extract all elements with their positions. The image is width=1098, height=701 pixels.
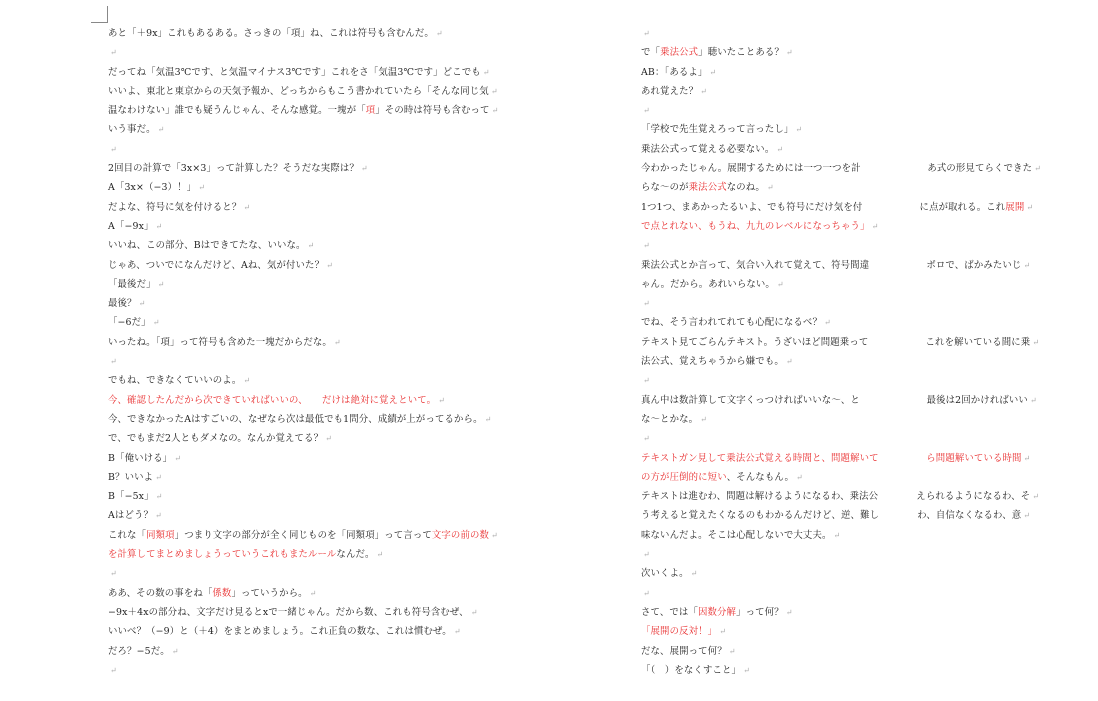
text-line — [641, 584, 1016, 603]
text-line — [641, 468, 1016, 487]
text-line — [108, 82, 498, 101]
text-line — [108, 63, 498, 82]
paragraph-mark-icon: ↵ — [643, 550, 650, 560]
paragraph-mark-icon: ↵ — [157, 279, 165, 289]
text-segment: だろ？−5だ。 — [108, 645, 170, 657]
text-segment: 乗法公式って覚える必要ない。 — [641, 143, 775, 155]
paragraph-mark-icon: ↵ — [333, 337, 341, 347]
paragraph-mark-icon: ↵ — [155, 511, 162, 521]
paragraph-mark-icon: ↵ — [1032, 492, 1040, 502]
text-line — [641, 352, 1016, 371]
text-segment: だってね「気温3℃です、と気温マイナス3℃です」これをさ「気温3℃です」どこでも — [108, 66, 481, 78]
paragraph-mark-icon: ↵ — [484, 414, 492, 424]
text-segment: B「俺いける」 — [108, 452, 173, 464]
text-segment: 今、できなかったAはすごいの、なぜなら次は最低でも1問分、成績が上がってるから。 — [108, 413, 483, 425]
text-segment: 、そんなもん。 — [726, 471, 794, 483]
paragraph-mark-icon: ↵ — [1023, 453, 1031, 463]
text-line — [108, 101, 498, 120]
text-line — [108, 333, 498, 352]
highlighted-text: の方が圧倒的に短い — [641, 471, 727, 483]
paragraph-mark-icon: ↵ — [157, 125, 165, 135]
paragraph-mark-icon: ↵ — [152, 318, 160, 328]
text-line — [108, 352, 498, 371]
highlighted-text: で点とれない、もうね、九九のレベルになっちゃう」 — [641, 220, 870, 232]
text-segment: テキスト見てごらんテキスト。うざいほど問題乗って これを解いている間に乗 — [641, 336, 1031, 348]
text-line — [108, 487, 498, 506]
text-line — [641, 391, 1037, 410]
text-line — [108, 120, 498, 139]
paragraph-mark-icon: ↵ — [155, 492, 163, 502]
paragraph-mark-icon: ↵ — [490, 86, 498, 96]
paragraph-mark-icon: ↵ — [309, 588, 317, 598]
highlighted-text: 今、確認したんだから次できていればいいの、 だけは絶対に覚えといて。 — [108, 394, 437, 406]
paragraph-mark-icon: ↵ — [110, 569, 117, 579]
highlighted-text: 文字の前の数 — [431, 529, 490, 541]
text-line — [641, 101, 1016, 120]
text-segment: B「−5x」 — [108, 491, 154, 503]
text-segment: じゃあ、ついでになんだけど、Aね、気が付いた？ — [108, 259, 325, 271]
paragraph-mark-icon: ↵ — [307, 241, 315, 251]
paragraph-mark-icon: ↵ — [110, 357, 117, 367]
text-segment: う考えると覚えたくなるのもわかるんだけど、逆、難し わ、自信なくなるわ、意 — [641, 510, 1022, 522]
text-line — [108, 313, 498, 332]
paragraph-mark-icon: ↵ — [110, 665, 117, 675]
text-line — [108, 236, 498, 255]
paragraph-mark-icon: ↵ — [871, 221, 879, 231]
text-line — [641, 256, 1031, 275]
paragraph-mark-icon: ↵ — [776, 144, 784, 154]
paragraph-mark-icon: ↵ — [376, 550, 384, 560]
text-line — [641, 622, 1016, 641]
text-segment: いう事だ。 — [108, 124, 156, 136]
paragraph-mark-icon: ↵ — [795, 472, 803, 482]
paragraph-mark-icon: ↵ — [690, 569, 698, 579]
paragraph-mark-icon: ↵ — [198, 183, 206, 193]
text-line — [641, 333, 1040, 352]
paragraph-mark-icon: ↵ — [643, 29, 650, 38]
text-segment: でもね、できなくていいのよ。 — [108, 375, 242, 387]
text-line — [641, 410, 1016, 429]
text-segment: さて、では「 — [641, 606, 698, 618]
paragraph-mark-icon: ↵ — [325, 434, 332, 444]
paragraph-mark-icon: ↵ — [709, 67, 717, 77]
paragraph-mark-icon: ↵ — [138, 299, 146, 309]
text-line — [641, 661, 1016, 680]
text-line — [641, 545, 1016, 564]
paragraph-mark-icon: ↵ — [110, 48, 117, 58]
paragraph-mark-icon: ↵ — [1026, 202, 1034, 212]
text-line — [641, 275, 1016, 294]
highlighted-text: 因数分解 — [697, 606, 737, 618]
text-line — [108, 371, 498, 390]
text-line — [641, 178, 1016, 197]
text-line — [108, 526, 498, 545]
paragraph-mark-icon: ↵ — [1023, 260, 1031, 270]
paragraph-mark-icon: ↵ — [435, 29, 443, 38]
text-segment: AB：「あるよ」 — [641, 66, 708, 78]
text-segment: B？いいよ — [108, 471, 154, 483]
text-line — [108, 24, 498, 43]
text-segment: あと「＋9x」これもあるある。さっきの「項」ね、これは符号も含むんだ。 — [108, 28, 434, 39]
paragraph-mark-icon: ↵ — [243, 202, 251, 212]
highlighted-text: 「展開の反対！」 — [641, 626, 718, 638]
paragraph-mark-icon: ↵ — [155, 221, 163, 231]
text-line — [641, 140, 1016, 159]
text-line — [108, 545, 498, 564]
text-line — [641, 313, 1016, 332]
text-line — [641, 217, 1016, 236]
text-segment: Aはどう？ — [108, 510, 154, 522]
highlighted-text: 乗法公式 — [660, 47, 699, 59]
text-segment: ゃん。だから。あれいらない。 — [641, 278, 775, 290]
text-segment: 温なわけない」誰でも疑うんじゃん、そんな感覚。一塊が「 — [108, 105, 366, 117]
text-line — [108, 217, 498, 236]
text-line — [108, 468, 498, 487]
text-segment: テキストは進むわ、問題は解けるようになるわ、乗法公 えられるようになるわ、そ — [641, 491, 1031, 503]
text-segment: 「（ ）をなくすこと」 — [641, 664, 742, 676]
text-line — [108, 661, 498, 680]
text-line — [108, 603, 498, 622]
text-line — [108, 622, 498, 641]
highlighted-text: 項 — [365, 105, 376, 117]
paragraph-mark-icon: ↵ — [453, 627, 461, 637]
paragraph-mark-icon: ↵ — [700, 86, 708, 96]
paragraph-mark-icon: ↵ — [491, 530, 498, 540]
text-line — [641, 120, 1016, 139]
paragraph-mark-icon: ↵ — [785, 48, 793, 58]
paragraph-mark-icon: ↵ — [728, 646, 736, 656]
text-segment: ああ、その数の事をね「 — [108, 587, 213, 599]
paragraph-mark-icon: ↵ — [643, 106, 650, 116]
text-segment: 「最後だ」 — [108, 278, 156, 290]
text-line — [108, 178, 498, 197]
text-segment: な〜とかな。 — [641, 413, 699, 425]
paragraph-mark-icon: ↵ — [326, 260, 333, 270]
paragraph-mark-icon: ↵ — [719, 627, 727, 637]
text-line — [641, 82, 1016, 101]
text-segment: 最後？ — [108, 298, 137, 310]
text-segment: 真ん中は数計算して文字くっつければいいな〜、と 最後は2回かければいい — [641, 394, 1028, 406]
text-segment: A「−9x」 — [108, 220, 154, 232]
text-line — [641, 24, 1016, 43]
paragraph-mark-icon: ↵ — [766, 183, 774, 193]
text-segment: これな「 — [108, 529, 147, 541]
text-line — [108, 410, 498, 429]
text-segment: だよな、符号に気を付けると？ — [108, 201, 242, 213]
text-segment: いったね。「項」って符号も含めた一塊だからだな。 — [108, 336, 332, 348]
text-segment: だな、展開って何？ — [641, 645, 727, 657]
text-line — [641, 526, 1016, 545]
text-line — [641, 429, 1016, 448]
paragraph-mark-icon: ↵ — [470, 607, 478, 617]
text-line — [641, 371, 1016, 390]
paragraph-mark-icon: ↵ — [785, 607, 793, 617]
text-line — [641, 487, 1040, 506]
paragraph-mark-icon: ↵ — [155, 472, 162, 482]
text-line — [641, 603, 1016, 622]
highlighted-text: 同類項 — [146, 529, 175, 541]
text-segment: 今わかったじゃん。展開するためには一つ一つを計 あ式の形見てらくできた — [641, 163, 1033, 175]
text-segment: 」って何？ — [736, 606, 784, 618]
left-column — [108, 24, 498, 680]
text-line — [641, 506, 1031, 525]
paragraph-mark-icon: ↵ — [643, 588, 650, 598]
text-segment: で「 — [641, 47, 661, 59]
text-segment: A「3x×（−3）！」 — [108, 182, 197, 194]
paragraph-mark-icon: ↵ — [491, 106, 499, 116]
paragraph-mark-icon: ↵ — [1029, 395, 1037, 405]
text-segment: 「−6だ」 — [108, 317, 151, 329]
text-segment: 次いくよ。 — [641, 568, 689, 580]
text-line — [108, 564, 498, 583]
text-segment: 1つ1つ、まあかったるいよ、でも符号にだけ気を付 に点が取れる。これ — [641, 201, 1006, 213]
right-column — [641, 24, 1041, 680]
paragraph-mark-icon: ↵ — [1023, 511, 1031, 521]
text-line — [641, 294, 1016, 313]
text-line — [108, 449, 498, 468]
paragraph-mark-icon: ↵ — [833, 530, 841, 540]
text-line — [108, 275, 498, 294]
text-segment: あれ覚えた？ — [641, 85, 699, 97]
highlighted-text: 展開 — [1005, 201, 1025, 213]
text-segment: らな〜のが — [641, 182, 689, 194]
paragraph-mark-icon: ↵ — [360, 164, 368, 174]
highlighted-text: テキストガン見して乗法公式覚える時間と、問題解いて ら問題解いている時間 — [641, 452, 1022, 464]
text-segment: 」つまり文字の部分が全く同じものを「同類項」って言って — [174, 529, 432, 541]
text-line — [641, 449, 1031, 468]
text-segment: でね、そう言われてれても心配になるべ？ — [641, 317, 822, 329]
text-segment: いいね、この部分、Bはできてたな、いいな。 — [108, 240, 306, 252]
text-line — [108, 642, 498, 661]
text-segment: なんだ。 — [336, 549, 375, 561]
paragraph-mark-icon: ↵ — [243, 376, 251, 386]
text-segment: 「学校で先生覚えろって言ったし」 — [641, 124, 794, 136]
text-line — [641, 159, 1041, 178]
paragraph-mark-icon: ↵ — [700, 414, 708, 424]
paragraph-mark-icon: ↵ — [785, 357, 793, 367]
text-line — [108, 43, 498, 62]
paragraph-mark-icon: ↵ — [438, 395, 445, 405]
text-line — [641, 564, 1016, 583]
text-segment: 」っていうから。 — [231, 587, 308, 599]
text-segment: 」聴いたことある？ — [698, 47, 784, 59]
paragraph-mark-icon: ↵ — [174, 453, 182, 463]
text-line — [108, 391, 498, 410]
text-line — [641, 198, 1034, 217]
text-segment: いいよ、東北と東京からの天気予報か、どっちからもこう書かれていたら「そんな同じ気 — [108, 85, 489, 97]
text-line — [108, 294, 498, 313]
paragraph-mark-icon: ↵ — [643, 376, 650, 386]
text-line — [108, 159, 498, 178]
text-line — [641, 642, 1016, 661]
page-corner-mark — [91, 6, 108, 23]
text-line — [641, 236, 1016, 255]
paragraph-mark-icon: ↵ — [171, 646, 179, 656]
paragraph-mark-icon: ↵ — [643, 241, 650, 251]
highlighted-text: 乗法公式 — [688, 182, 727, 194]
text-line — [641, 43, 1016, 62]
text-segment: 味ないんだよ。そこは心配しないで大丈夫。 — [641, 529, 832, 541]
paragraph-mark-icon: ↵ — [643, 434, 650, 444]
text-segment: −9x＋4xの部分ね、文字だけ見るとxで一緒じゃん。だから数、これも符号含むぜ、 — [108, 606, 469, 618]
text-line — [641, 63, 1016, 82]
paragraph-mark-icon: ↵ — [823, 318, 831, 328]
text-line — [108, 198, 498, 217]
paragraph-mark-icon: ↵ — [482, 67, 490, 77]
text-line — [108, 256, 498, 275]
paragraph-mark-icon: ↵ — [1032, 337, 1040, 347]
text-segment: なのね。 — [726, 182, 765, 194]
text-segment: 」その時は符号も含むって — [375, 105, 490, 117]
text-segment: 法公式、覚えちゃうから嫌でも。 — [641, 356, 784, 368]
highlighted-text: 係数 — [212, 587, 232, 599]
text-line — [108, 140, 498, 159]
paragraph-mark-icon: ↵ — [1034, 164, 1041, 174]
paragraph-mark-icon: ↵ — [795, 125, 803, 135]
text-line — [108, 429, 498, 448]
paragraph-mark-icon: ↵ — [643, 299, 650, 309]
text-segment: で、でもまだ2人ともダメなの。なんか覚えてる？ — [108, 433, 324, 445]
text-segment: いいべ？（−9）と（＋4）をまとめましょう。これ正負の数な、これは慣むぜ。 — [108, 626, 452, 638]
text-line — [108, 506, 498, 525]
highlighted-text: を計算してまとめましょうっていうこれもまたルール — [108, 549, 337, 561]
paragraph-mark-icon: ↵ — [776, 279, 784, 289]
text-segment: 乗法公式とか言って、気合い入れて覚えて、符号間違 ボロで、ばかみたいじ — [641, 259, 1022, 271]
text-line — [108, 584, 498, 603]
paragraph-mark-icon: ↵ — [110, 144, 117, 154]
paragraph-mark-icon: ↵ — [743, 665, 750, 675]
text-segment: 2回目の計算で「3x×3」って計算した？そうだな実際は？ — [108, 163, 359, 175]
